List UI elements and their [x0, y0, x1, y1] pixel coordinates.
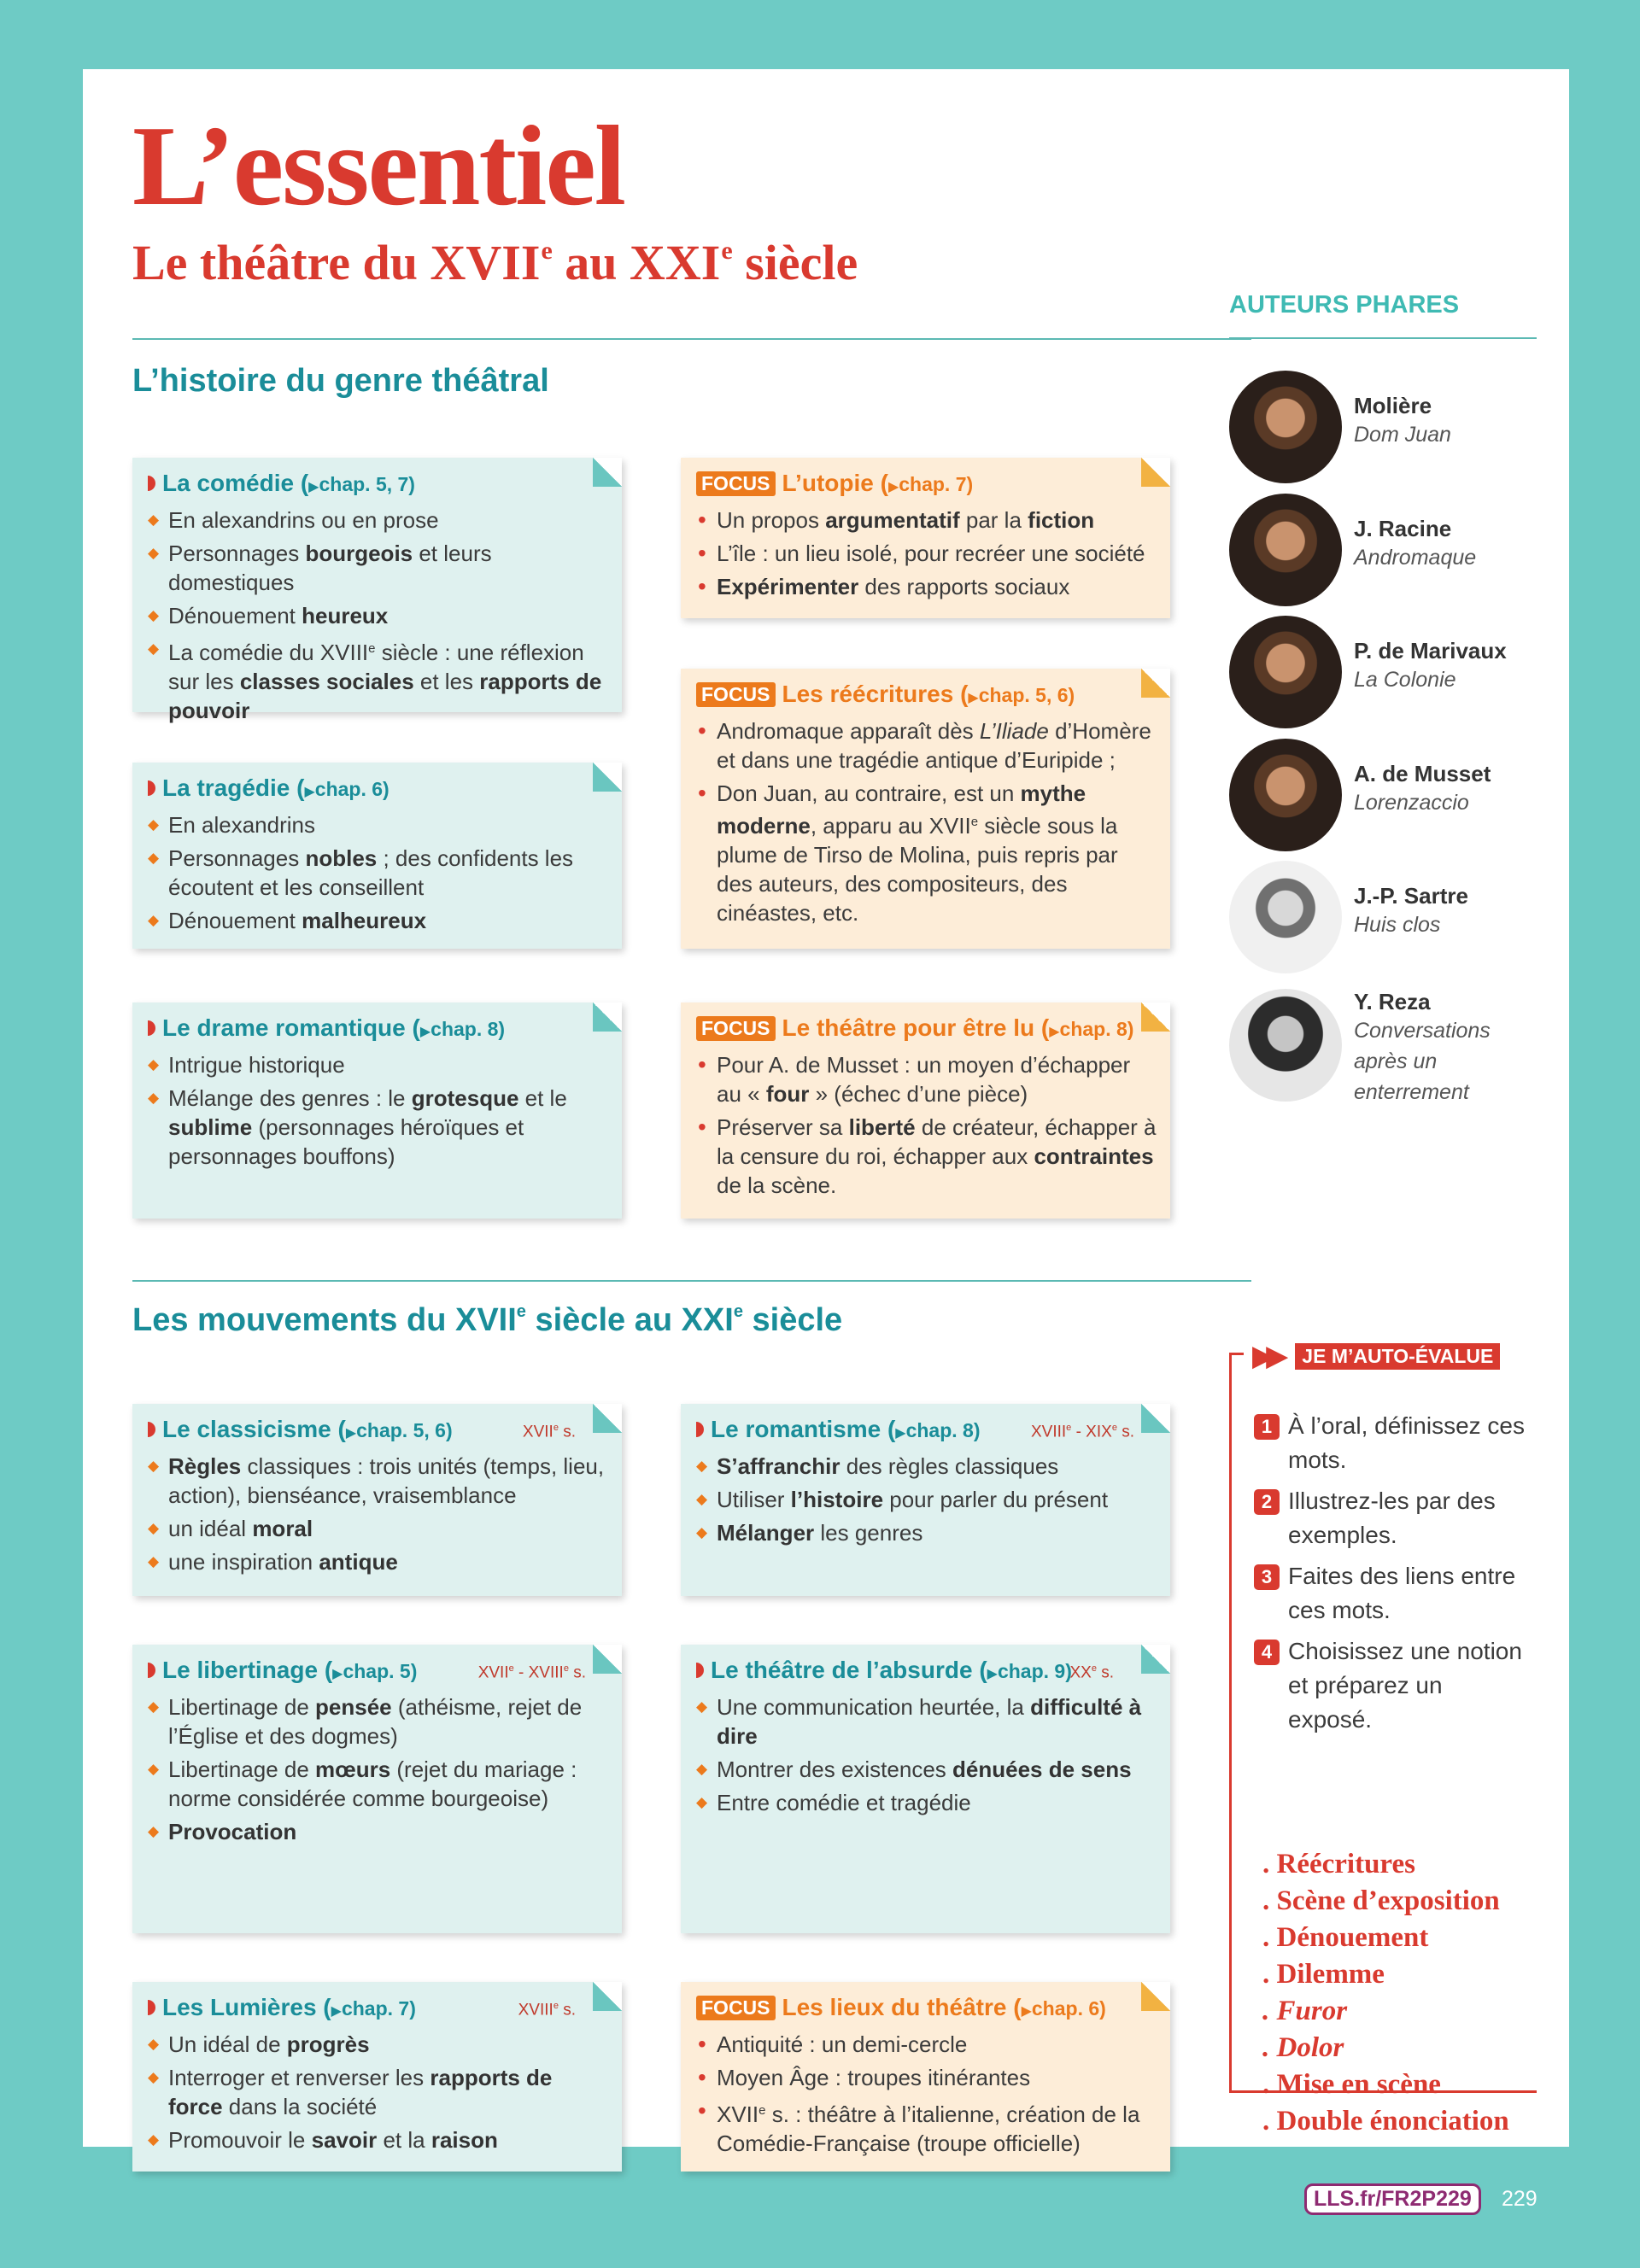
author-portrait	[1229, 989, 1342, 1102]
double-chevron-icon: ▶▶	[1252, 1340, 1280, 1372]
page-fold-icon	[1141, 1645, 1170, 1674]
keyword: . Double énonciation	[1262, 2106, 1509, 2136]
list-item: • Andromaque apparaît dès L’Iliade d’Homère et dans une tragédie antique d’Euripide ;	[696, 716, 1157, 775]
list-item: • Pour A. de Musset : un moyen d’échapper au « four » (échec d’une pièce)	[696, 1050, 1157, 1108]
page-fold-icon	[593, 458, 622, 487]
focus-badge: FOCUS	[696, 1996, 776, 2020]
card-title: Le libertinage (▶chap. 5) XVIIe - XVIIIe s.	[148, 1657, 608, 1684]
list-item: • Un propos argumentatif par la fiction	[696, 506, 1157, 535]
author-reza	[1229, 989, 1516, 1108]
list-item: ◆ un idéal moral	[148, 1514, 608, 1543]
keyword: . Furor	[1262, 1996, 1348, 2026]
keyword: . Scène d’exposition	[1262, 1885, 1500, 1916]
list-item: ◆ Personnages nobles ; des confidents les écoutent et les conseillent	[148, 844, 608, 902]
list-item: ◆ Promouvoir le savoir et la raison	[148, 2125, 608, 2154]
list-item: ◆ Montrer des existences dénuées de sens	[696, 1755, 1157, 1784]
half-circle-icon	[148, 1020, 155, 1036]
step-number: 1	[1254, 1414, 1280, 1440]
author-musset	[1229, 739, 1491, 851]
card-focus-lieux	[681, 1982, 1170, 2172]
list-item: ◆ Dénouement malheureux	[148, 906, 608, 935]
card-title: FOCUS Les réécritures (▶chap. 5, 6)	[696, 681, 1157, 708]
self-eval-item: 2 Illustrez-les par des exemples.	[1254, 1484, 1527, 1552]
card-classicisme	[132, 1404, 622, 1596]
list-item: ◆ Mélanger les genres	[696, 1518, 1157, 1547]
century-label: XVIIIe s.	[518, 2001, 576, 2020]
list-item: ◆ une inspiration antique	[148, 1547, 608, 1576]
play-triangle-icon: ▶	[887, 480, 899, 494]
card-title: Le drame romantique (▶chap. 8)	[148, 1014, 608, 1042]
half-circle-icon	[696, 1422, 704, 1437]
list-item: ◆ Règles classiques : trois unités (temps, lieu, action), bienséance, vraisemblance	[148, 1452, 608, 1510]
list-item: ◆ Entre comédie et tragédie	[696, 1788, 1157, 1817]
list-item: ◆ La comédie du XVIIIe siècle : une réflexion sur les classes sociales et les rapports de pouvoir	[148, 634, 608, 725]
author-work: Andromaque	[1354, 546, 1477, 570]
play-triangle-icon: ▶	[968, 691, 979, 705]
step-number: 3	[1254, 1564, 1280, 1590]
page-fold-icon	[593, 763, 622, 792]
card-lumieres	[132, 1982, 622, 2172]
card-theatre-absurde	[681, 1645, 1170, 1933]
self-eval-label: JE M’AUTO-ÉVALUE	[1295, 1343, 1500, 1370]
authors-title: AUTEURS PHARES	[1229, 291, 1460, 319]
page-title: L’essentiel	[132, 102, 625, 229]
list-item: ◆ Mélange des genres : le grotesque et le sublime (personnages héroïques et personnages bouffons)	[148, 1084, 608, 1171]
author-work: Lorenzaccio	[1354, 791, 1469, 815]
list-item: ◆ Intrigue historique	[148, 1050, 608, 1079]
play-triangle-icon: ▶	[895, 1426, 906, 1441]
author-work: La Colonie	[1354, 668, 1456, 692]
card-title: Le romantisme (▶chap. 8) XVIIIe - XIXe s.	[696, 1416, 1157, 1443]
author-sartre	[1229, 861, 1468, 973]
keyword: . Dilemme	[1262, 1959, 1385, 1990]
page-fold-icon	[1141, 1982, 1170, 2011]
play-triangle-icon: ▶	[308, 480, 319, 494]
card-focus-reecritures	[681, 669, 1170, 949]
card-comedie	[132, 458, 622, 723]
keyword-list	[1262, 1846, 1509, 2140]
list-item: • Expérimenter des rapports sociaux	[696, 572, 1157, 601]
card-focus-utopie	[681, 458, 1170, 618]
author-name: Molière	[1354, 393, 1432, 418]
century-label: XVIIe s.	[522, 1423, 576, 1441]
keyword: . Mise en scène	[1262, 2069, 1441, 2100]
card-romantisme	[681, 1404, 1170, 1596]
author-moliere	[1229, 371, 1451, 483]
author-name: P. de Marivaux	[1354, 638, 1507, 663]
keyword: . Dénouement	[1262, 1922, 1429, 1953]
half-circle-icon	[148, 2000, 155, 2015]
page-fold-icon	[593, 1982, 622, 2011]
half-circle-icon	[148, 780, 155, 796]
lls-link[interactable]: LLS.fr/FR2P229	[1304, 2183, 1481, 2215]
self-eval-item: 1 À l’oral, définissez ces mots.	[1254, 1409, 1527, 1477]
card-title: FOCUS Les lieux du théâtre (▶chap. 6)	[696, 1994, 1157, 2021]
divider	[132, 338, 1251, 340]
author-work: Huis clos	[1354, 913, 1441, 937]
list-item: • L’île : un lieu isolé, pour recréer une société	[696, 539, 1157, 568]
keyword: . Dolor	[1262, 2032, 1344, 2063]
self-eval-header	[1252, 1339, 1500, 1373]
play-triangle-icon: ▶	[304, 785, 315, 799]
page-fold-icon	[1141, 1002, 1170, 1032]
list-item: ◆ Un idéal de progrès	[148, 2030, 608, 2059]
author-marivaux	[1229, 616, 1507, 728]
card-libertinage	[132, 1645, 622, 1933]
focus-badge: FOCUS	[696, 682, 776, 707]
author-portrait	[1229, 616, 1342, 728]
page-number: 229	[1502, 2187, 1538, 2211]
author-portrait	[1229, 371, 1342, 483]
list-item: ◆ Interroger et renverser les rapports de force dans la société	[148, 2063, 608, 2121]
list-item: ◆ Une communication heurtée, la difficulté à dire	[696, 1692, 1157, 1751]
play-triangle-icon: ▶	[1049, 1025, 1060, 1039]
play-triangle-icon: ▶	[419, 1025, 431, 1039]
author-name: J.-P. Sartre	[1354, 883, 1468, 909]
play-triangle-icon: ▶	[987, 1667, 998, 1681]
list-item: ◆ S’affranchir des règles classiques	[696, 1452, 1157, 1481]
half-circle-icon	[148, 1663, 155, 1678]
section-title-movements: Les mouvements du XVIIe siècle au XXIe siècle	[132, 1302, 843, 1338]
section-title-history: L’histoire du genre théâtral	[132, 363, 549, 399]
author-portrait	[1229, 739, 1342, 851]
page-fold-icon	[593, 1404, 622, 1433]
play-triangle-icon: ▶	[332, 1667, 343, 1681]
card-title: FOCUS Le théâtre pour être lu (▶chap. 8)	[696, 1014, 1157, 1042]
half-circle-icon	[696, 1663, 704, 1678]
self-eval-box	[1229, 1340, 1537, 2136]
card-title: Le classicisme (▶chap. 5, 6) XVIIe s.	[148, 1416, 608, 1443]
author-work: Conversations après un enterrement	[1354, 1019, 1491, 1104]
author-portrait	[1229, 861, 1342, 973]
page-subtitle: Le théâtre du XVIIe au XXIe siècle	[132, 235, 858, 290]
author-work: Dom Juan	[1354, 423, 1451, 447]
half-circle-icon	[148, 476, 155, 491]
divider	[132, 1280, 1251, 1282]
play-triangle-icon: ▶	[345, 1426, 357, 1441]
self-eval-item: 4 Choisissez une notion et préparez un exposé.	[1254, 1634, 1527, 1737]
card-title: FOCUS L’utopie (▶chap. 7)	[696, 470, 1157, 497]
card-title: Le théâtre de l’absurde (▶chap. 9) XXe s.	[696, 1657, 1157, 1684]
list-item: ◆ Libertinage de mœurs (rejet du mariage : norme considérée comme bourgeoise)	[148, 1755, 608, 1813]
focus-badge: FOCUS	[696, 471, 776, 496]
page	[83, 69, 1569, 2156]
play-triangle-icon: ▶	[1021, 2004, 1032, 2019]
page-fold-icon	[593, 1002, 622, 1032]
self-eval-list	[1254, 1409, 1527, 1744]
author-racine	[1229, 494, 1476, 606]
century-label: XVIIe - XVIIIe s.	[477, 1663, 586, 1682]
list-item: ◆ Dénouement heureux	[148, 601, 608, 630]
step-number: 2	[1254, 1489, 1280, 1515]
list-item: • XVIIe s. : théâtre à l’italienne, création de la Comédie-Française (troupe officielle)	[696, 2096, 1157, 2158]
card-title: La tragédie (▶chap. 6)	[148, 775, 608, 802]
author-name: A. de Musset	[1354, 761, 1491, 786]
list-item: ◆ En alexandrins	[148, 810, 608, 839]
list-item: ◆ Utiliser l’histoire pour parler du présent	[696, 1485, 1157, 1514]
list-item: • Moyen Âge : troupes itinérantes	[696, 2063, 1157, 2092]
page-fold-icon	[1141, 458, 1170, 487]
page-fold-icon	[593, 1645, 622, 1674]
card-title: Les Lumières (▶chap. 7) XVIIIe s.	[148, 1994, 608, 2021]
century-label: XVIIIe - XIXe s.	[1030, 1423, 1134, 1441]
list-item: • Préserver sa liberté de créateur, échapper à la censure du roi, échapper aux contraintes de la scène.	[696, 1113, 1157, 1200]
list-item: ◆ Provocation	[148, 1817, 608, 1846]
play-triangle-icon: ▶	[331, 2004, 342, 2019]
card-focus-theatre-lu	[681, 1002, 1170, 1219]
list-item: ◆ Libertinage de pensée (athéisme, rejet de l’Église et des dogmes)	[148, 1692, 608, 1751]
self-eval-item: 3 Faites des liens entre ces mots.	[1254, 1559, 1527, 1628]
list-item: ◆ Personnages bourgeois et leurs domestiques	[148, 539, 608, 597]
focus-badge: FOCUS	[696, 1016, 776, 1041]
half-circle-icon	[148, 1422, 155, 1437]
step-number: 4	[1254, 1640, 1280, 1665]
card-title: La comédie (▶chap. 5, 7)	[148, 470, 608, 497]
author-name: J. Racine	[1354, 516, 1452, 541]
card-drame-romantique	[132, 1002, 622, 1219]
list-item: ◆ En alexandrins ou en prose	[148, 506, 608, 535]
author-portrait	[1229, 494, 1342, 606]
author-name: Y. Reza	[1354, 989, 1431, 1014]
century-label: XXe s.	[1069, 1663, 1114, 1682]
list-item: • Antiquité : un demi-cercle	[696, 2030, 1157, 2059]
card-tragedie	[132, 763, 622, 949]
divider	[1229, 337, 1537, 339]
keyword: . Réécritures	[1262, 1849, 1415, 1879]
page-fold-icon	[1141, 669, 1170, 698]
page-fold-icon	[1141, 1404, 1170, 1433]
list-item: • Don Juan, au contraire, est un mythe moderne, apparu au XVIIe siècle sous la plume de Tirso de Molina, puis repris par des auteurs, des compositeurs, des cinéastes, etc.	[696, 779, 1157, 927]
